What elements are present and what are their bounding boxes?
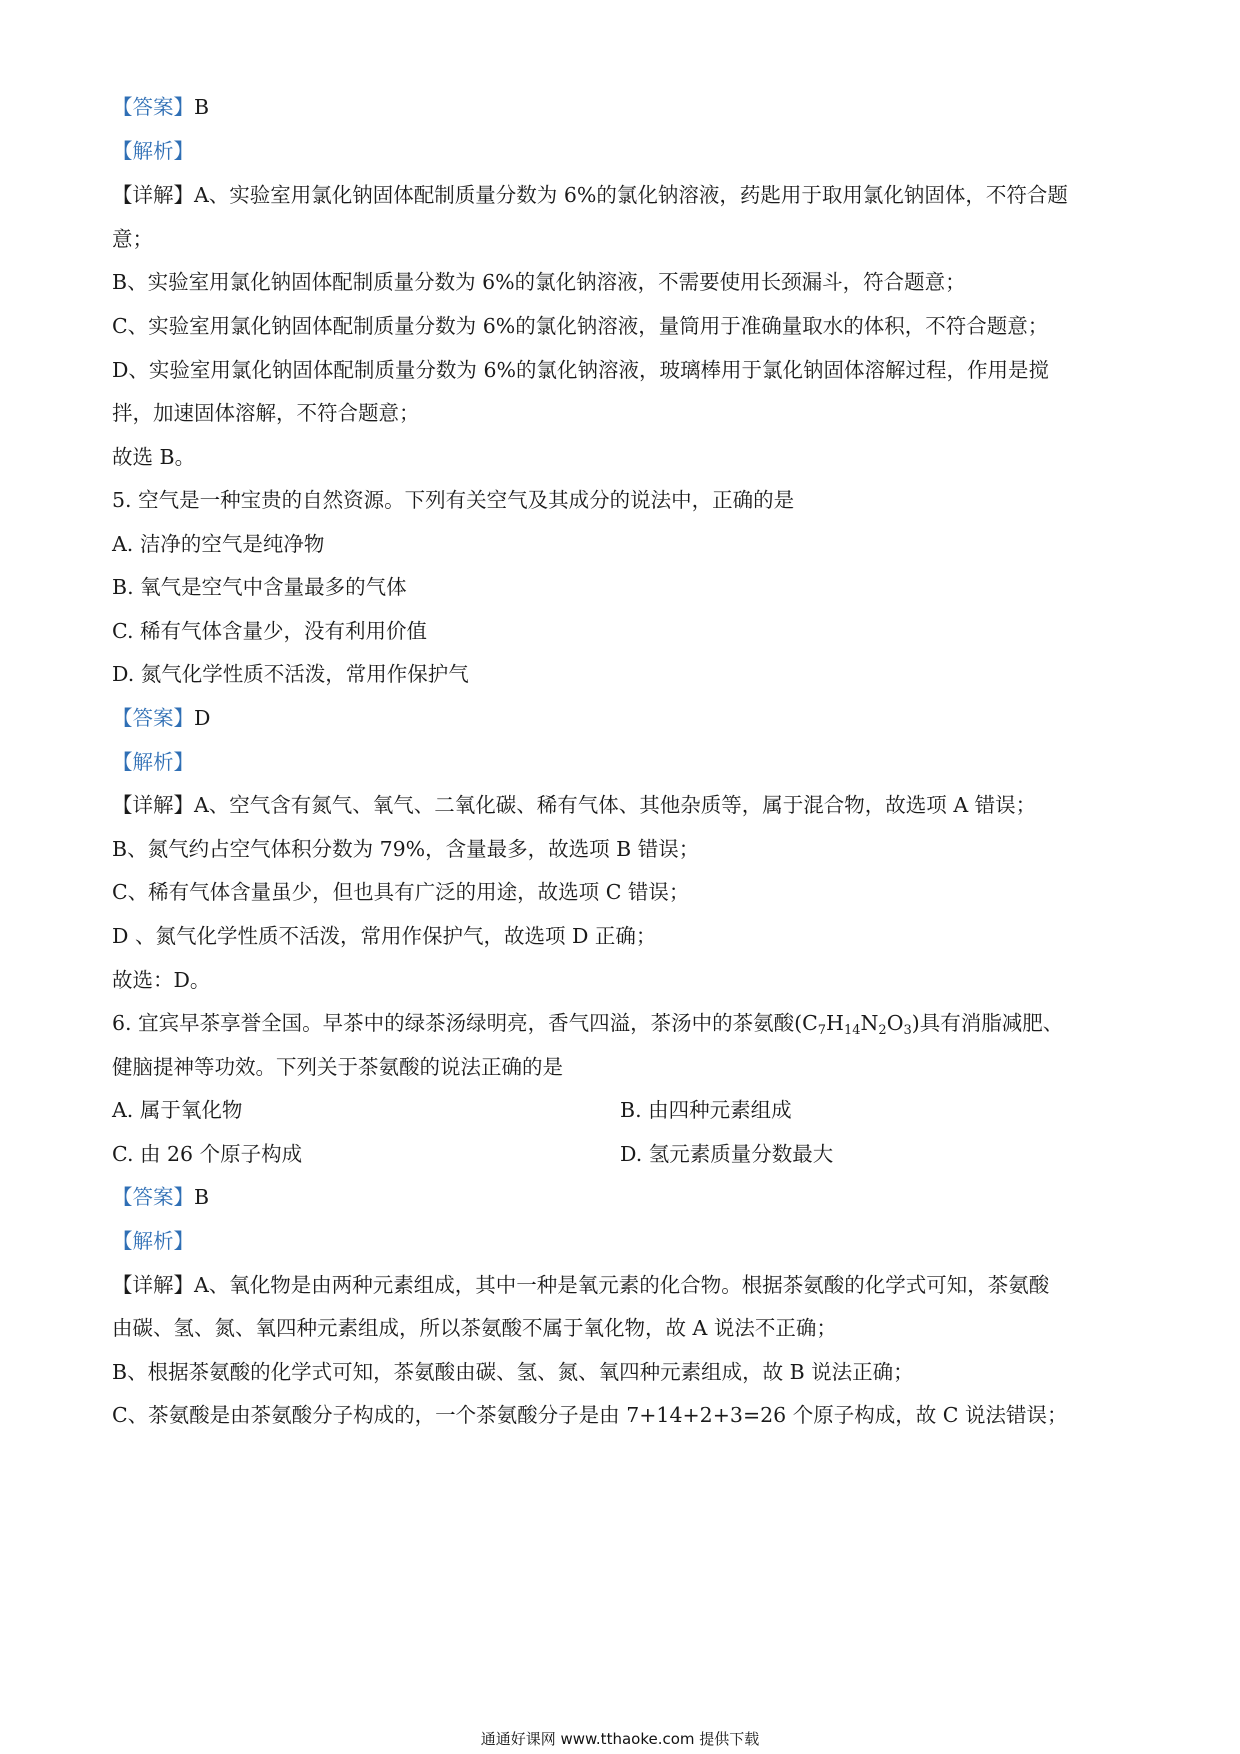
answer-tag: 【答案】 (112, 1185, 194, 1209)
analysis-line (112, 747, 1132, 777)
answer-line (112, 92, 1132, 122)
question-stem-cont: 健脑提神等功效。下列关于茶氨酸的说法正确的是 (112, 1055, 563, 1079)
analysis-line (112, 1226, 1132, 1256)
detail-line: C、稀有气体含量虽少，但也具有广泛的用途，故选项 C 错误； (112, 880, 690, 904)
answer-line (112, 1182, 1132, 1212)
analysis-tag: 【解析】 (112, 1229, 194, 1253)
detail-text: A、氧化物是由两种元素组成，其中一种是氧元素的化合物。根据茶氨酸的化学式可知，茶氨酸 (194, 1273, 1050, 1297)
option-a: A. 洁净的空气是纯净物 (112, 532, 325, 556)
conclusion-line: 故选：D。 (112, 968, 211, 992)
analysis-tag: 【解析】 (112, 750, 194, 774)
option-d: D. 氢元素质量分数最大 (620, 1142, 834, 1166)
detail-line: D、实验室用氯化钠固体配制质量分数为 6%的氯化钠溶液，玻璃棒用于氯化钠固体溶解过程，作用是搅 (112, 358, 1049, 382)
detail-line: 由碳、氢、氮、氧四种元素组成，所以茶氨酸不属于氧化物，故 A 说法不正确； (112, 1316, 837, 1340)
answer-value: B (194, 1185, 210, 1209)
detail-tag: 【详解】 (112, 793, 194, 817)
detail-tag: 【详解】 (112, 1273, 194, 1297)
page-footer: 通通好课网 www.tthaoke.com 提供下载 (480, 1730, 760, 1748)
answer-value: B (194, 95, 210, 119)
answer-tag: 【答案】 (112, 706, 194, 730)
question-stem: 6. 宜宾早茶享誉全国。早茶中的绿茶汤绿明亮，香气四溢，茶汤中的茶氨酸$(C_7H_{14}N_2O_3)$具有消脂减肥、 (112, 1011, 1064, 1038)
detail-text: A、实验室用氯化钠固体配制质量分数为 6%的氯化钠溶液，药匙用于取用氯化钠固体，不符合题 (194, 183, 1068, 207)
detail-line (112, 180, 1132, 210)
detail-tag: 【详解】 (112, 183, 194, 207)
detail-line: C、实验室用氯化钠固体配制质量分数为 6%的氯化钠溶液，量筒用于准确量取水的体积，不符合题意； (112, 314, 1049, 338)
detail-line: B、氮气约占空气体积分数为 79%，含量最多，故选项 B 错误； (112, 837, 700, 861)
answer-tag: 【答案】 (112, 95, 194, 119)
option-c: C. 稀有气体含量少，没有利用价值 (112, 619, 427, 643)
analysis-tag: 【解析】 (112, 139, 194, 163)
detail-line: 意； (112, 227, 153, 251)
detail-line (112, 790, 1132, 820)
detail-line: B、实验室用氯化钠固体配制质量分数为 6%的氯化钠溶液，不需要使用长颈漏斗，符合题意； (112, 270, 966, 294)
option-b: B. 氧气是空气中含量最多的气体 (112, 575, 407, 599)
option-c: C. 由 26 个原子构成 (112, 1142, 303, 1166)
conclusion-line: 故选 B。 (112, 445, 196, 469)
detail-line: B、根据茶氨酸的化学式可知，茶氨酸由碳、氢、氮、氧四种元素组成，故 B 说法正确； (112, 1360, 914, 1384)
answer-value: D (194, 706, 211, 730)
detail-line: 拌，加速固体溶解，不符合题意； (112, 401, 420, 425)
option-row (112, 1139, 1132, 1169)
option-d: D. 氮气化学性质不活泼，常用作保护气 (112, 662, 469, 686)
analysis-line (112, 136, 1132, 166)
answer-line (112, 703, 1132, 733)
option-a: A. 属于氧化物 (112, 1098, 243, 1122)
question-stem: 5. 空气是一种宝贵的自然资源。下列有关空气及其成分的说法中，正确的是 (112, 488, 795, 512)
option-b: B. 由四种元素组成 (620, 1098, 792, 1122)
detail-text: A、空气含有氮气、氧气、二氧化碳、稀有气体、其他杂质等，属于混合物，故选项 A 错误； (194, 793, 1037, 817)
detail-line: D 、氮气化学性质不活泼，常用作保护气，故选项 D 正确； (112, 924, 657, 948)
detail-line: C、茶氨酸是由茶氨酸分子构成的，一个茶氨酸分子是由 7+14+2+3=26 个原子构成，故 C 说法错误； (112, 1403, 1068, 1427)
detail-line (112, 1270, 1132, 1300)
option-row (112, 1095, 1132, 1125)
